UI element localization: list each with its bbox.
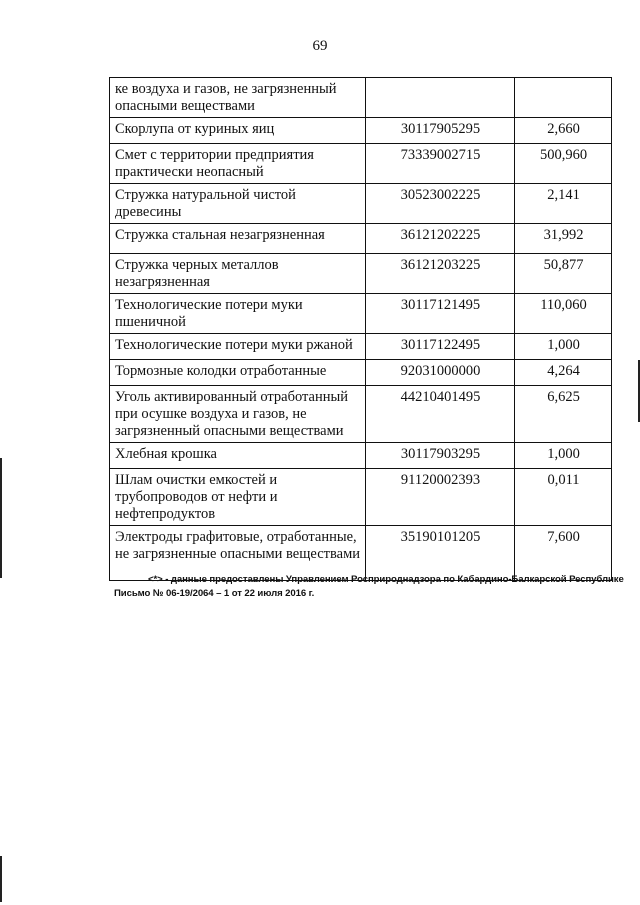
waste-name-cell: Стружка натуральной чистой древесины	[110, 184, 366, 224]
waste-name-cell: Тормозные колодки отработанные	[110, 360, 366, 386]
waste-name-cell: Уголь активированный отработанный при осушке воздуха и газов, не загрязненный опасными веществами	[110, 386, 366, 443]
footnote	[114, 573, 634, 601]
table-row	[110, 224, 612, 254]
waste-quantity-cell	[515, 78, 612, 118]
table-row	[110, 184, 612, 224]
table-row	[110, 118, 612, 144]
footnote-source: <*> - данные предоставлены Управлением Росприроднадзора по Кабардино-Балкарской Республике	[148, 574, 624, 585]
waste-code-cell: 44210401495	[366, 386, 515, 443]
waste-name-cell: Технологические потери муки ржаной	[110, 334, 366, 360]
waste-name-cell: Шлам очистки емкостей и трубопроводов от нефти и нефтепродуктов	[110, 469, 366, 526]
waste-name-cell: Стружка стальная незагрязненная	[110, 224, 366, 254]
scan-edge-mark	[0, 458, 2, 578]
waste-code-cell: 35190101205	[366, 526, 515, 581]
waste-quantity-cell: 2,660	[515, 118, 612, 144]
table-row	[110, 78, 612, 118]
table-row	[110, 469, 612, 526]
table-row	[110, 386, 612, 443]
waste-quantity-cell: 0,011	[515, 469, 612, 526]
waste-code-cell: 36121203225	[366, 254, 515, 294]
waste-code-cell: 92031000000	[366, 360, 515, 386]
waste-name-cell: ке воздуха и газов, не загрязненный опасными веществами	[110, 78, 366, 118]
footnote-letter: Письмо № 06-19/2064 – 1 от 22 июля 2016 г.	[114, 588, 315, 599]
waste-code-cell	[366, 78, 515, 118]
waste-code-cell: 30117905295	[366, 118, 515, 144]
waste-name-cell: Стружка черных металлов незагрязненная	[110, 254, 366, 294]
table-row	[110, 144, 612, 184]
waste-code-cell: 30117903295	[366, 443, 515, 469]
waste-quantity-cell: 1,000	[515, 334, 612, 360]
waste-name-cell: Электроды графитовые, отработанные, не загрязненные опасными веществами	[110, 526, 366, 581]
waste-quantity-cell: 7,600	[515, 526, 612, 581]
waste-code-cell: 36121202225	[366, 224, 515, 254]
table-row	[110, 254, 612, 294]
page-number: 69	[312, 38, 328, 54]
waste-name-cell: Технологические потери муки пшеничной	[110, 294, 366, 334]
waste-name-cell: Смет с территории предприятия практически неопасный	[110, 144, 366, 184]
waste-code-cell: 30523002225	[366, 184, 515, 224]
waste-name-cell: Скорлупа от куриных яиц	[110, 118, 366, 144]
table-row	[110, 443, 612, 469]
table-row	[110, 294, 612, 334]
waste-code-cell: 30117121495	[366, 294, 515, 334]
waste-quantity-cell: 110,060	[515, 294, 612, 334]
table-row	[110, 360, 612, 386]
waste-quantity-cell: 50,877	[515, 254, 612, 294]
waste-name-cell: Хлебная крошка	[110, 443, 366, 469]
waste-quantity-cell: 1,000	[515, 443, 612, 469]
waste-quantity-cell: 500,960	[515, 144, 612, 184]
waste-quantity-cell: 2,141	[515, 184, 612, 224]
waste-quantity-cell: 6,625	[515, 386, 612, 443]
scan-edge-mark	[0, 856, 2, 902]
waste-quantity-cell: 31,992	[515, 224, 612, 254]
waste-code-cell: 73339002715	[366, 144, 515, 184]
waste-quantity-cell: 4,264	[515, 360, 612, 386]
table-row	[110, 334, 612, 360]
waste-table	[109, 77, 612, 581]
waste-code-cell: 91120002393	[366, 469, 515, 526]
waste-code-cell: 30117122495	[366, 334, 515, 360]
